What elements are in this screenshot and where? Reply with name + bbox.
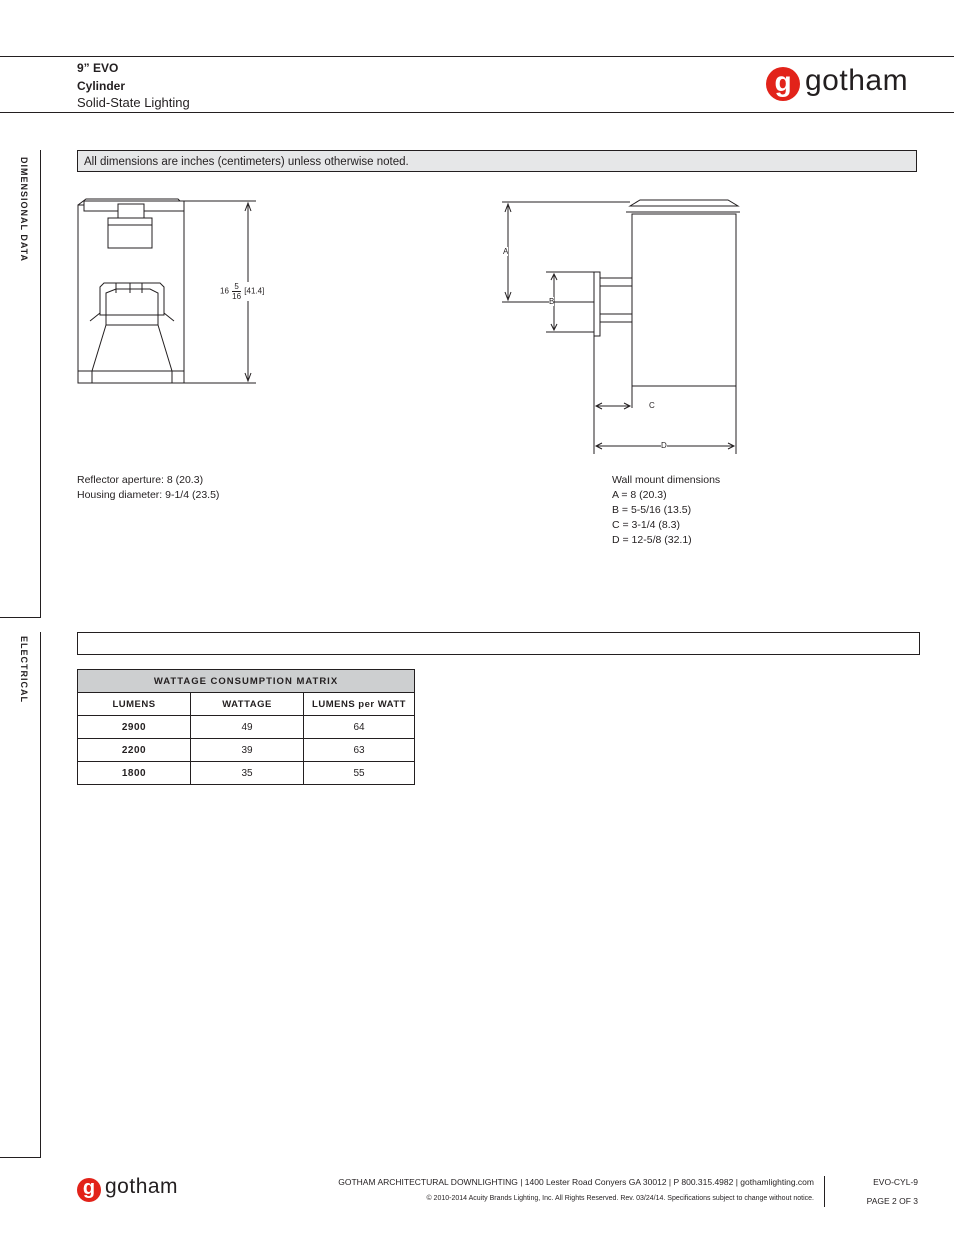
dim-label-c: C — [649, 401, 655, 410]
product-type: Cylinder — [77, 79, 126, 93]
cell-lumens: 2900 — [78, 716, 191, 739]
height-metric: [41.4] — [244, 286, 265, 296]
footer-divider — [824, 1176, 825, 1207]
footer-logo-mark-icon: g — [77, 1178, 101, 1202]
wall-mount-drawing — [496, 194, 746, 458]
electrical-header-box — [77, 632, 920, 655]
cell-lumens: 1800 — [78, 762, 191, 785]
section-bottom-dimensional — [0, 617, 41, 618]
section-bottom-electrical — [0, 1157, 41, 1158]
fixture-notes — [77, 473, 219, 503]
height-denominator: 16 — [232, 292, 242, 301]
wall-mount-notes — [612, 473, 720, 548]
height-dimension — [220, 282, 264, 301]
table-title: WATTAGE CONSUMPTION MATRIX — [78, 670, 415, 693]
dim-label-b: B — [549, 297, 555, 306]
wall-mount-c: C = 3-1/4 (8.3) — [612, 519, 680, 531]
footer-page-number: PAGE 2 OF 3 — [866, 1196, 918, 1206]
table-row — [78, 716, 415, 739]
cell-wattage: 39 — [191, 739, 304, 762]
section-border-electrical — [40, 632, 41, 1158]
dimensions-note: All dimensions are inches (centimeters) unless otherwise noted. — [77, 150, 917, 172]
footer-doc-code: EVO-CYL-9 — [873, 1177, 918, 1187]
product-title: 9” EVO — [77, 61, 119, 75]
table-row — [78, 739, 415, 762]
dim-label-d: D — [661, 441, 667, 450]
cell-lumens: 2200 — [78, 739, 191, 762]
header-bottom-rule — [0, 112, 954, 113]
section-border-dimensional — [40, 150, 41, 618]
footer-logo-wordmark: gotham — [105, 1175, 179, 1198]
logo-mark-icon: g — [766, 67, 800, 101]
cell-lpw: 55 — [304, 762, 415, 785]
logo-wordmark: gotham — [805, 64, 909, 97]
product-subtitle: Solid-State Lighting — [77, 95, 190, 110]
section-label-electrical: ELECTRICAL — [19, 636, 29, 703]
wall-mount-title: Wall mount dimensions — [612, 474, 721, 486]
cell-wattage: 35 — [191, 762, 304, 785]
wall-mount-a: A = 8 (20.3) — [612, 489, 667, 501]
reflector-aperture-note: Reflector aperture: 8 (20.3) — [77, 474, 204, 486]
footer-copyright-line: © 2010-2014 Acuity Brands Lighting, Inc. All Rights Reserved. Rev. 03/24/14. Specifications subject to change without notice. — [426, 1195, 814, 1202]
wattage-matrix-table — [77, 669, 415, 785]
col-header-wattage: WATTAGE — [191, 693, 304, 716]
footer-company-line: GOTHAM ARCHITECTURAL DOWNLIGHTING | 1400 Lester Road Conyers GA 30012 | P 800.315.4982 | gothamlighting.com — [338, 1177, 814, 1187]
col-header-lumens: LUMENS — [78, 693, 191, 716]
table-row — [78, 762, 415, 785]
cell-lpw: 63 — [304, 739, 415, 762]
dim-label-a: A — [503, 247, 509, 256]
wall-mount-b: B = 5-5/16 (13.5) — [612, 504, 692, 516]
wall-mount-d: D = 12-5/8 (32.1) — [612, 534, 692, 546]
cell-wattage: 49 — [191, 716, 304, 739]
housing-diameter-note: Housing diameter: 9-1/4 (23.5) — [77, 489, 220, 501]
section-label-dimensional: DIMENSIONAL DATA — [19, 157, 29, 262]
footer-logo — [77, 1175, 187, 1204]
header-top-rule — [0, 56, 954, 57]
height-numerator: 5 — [232, 282, 241, 292]
height-whole: 16 — [220, 286, 229, 296]
header-logo — [766, 66, 916, 102]
col-header-lpw: LUMENS per WATT — [304, 693, 415, 716]
cell-lpw: 64 — [304, 716, 415, 739]
